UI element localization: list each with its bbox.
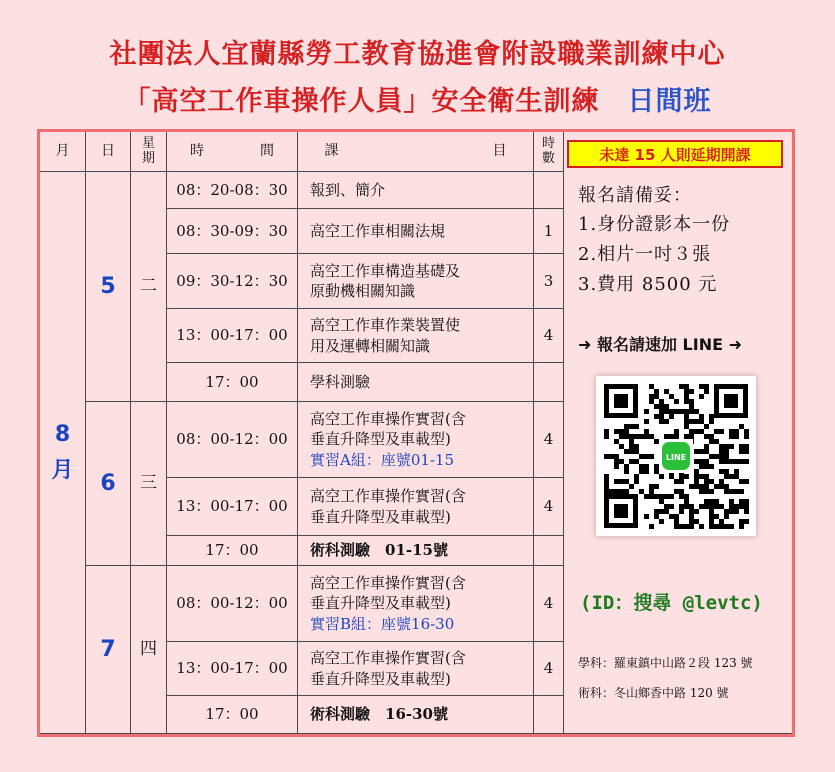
course-line: 垂直升降型及車載型) [310, 594, 451, 613]
day-5: 5 [86, 172, 131, 402]
group-note: 實習A組：座號01-15 [310, 450, 455, 469]
course-cell [298, 402, 534, 478]
line-id: (ID：搜尋 @levtc) [580, 592, 763, 614]
course-line: 垂直升降型及車載型) [310, 507, 451, 526]
hours-cell: 4 [534, 309, 564, 363]
header-time: 時 間 [167, 132, 298, 172]
hours-cell: 1 [534, 209, 564, 254]
hours-cell [534, 172, 564, 209]
course-line: 垂直升降型及車載型) [310, 430, 451, 449]
course-cell [298, 172, 534, 209]
time-cell: 13：00-17：00 [167, 642, 298, 696]
course-cell [298, 254, 534, 309]
course-line: 術科測驗 16-30號 [310, 705, 448, 724]
course-line: 高空工作車操作實習(含 [310, 487, 466, 506]
time-cell: 08：00-12：00 [167, 402, 298, 478]
hours-cell: 4 [534, 478, 564, 536]
course-title [0, 79, 835, 118]
time-cell: 17：00 [167, 363, 298, 402]
time-cell: 17：00 [167, 536, 298, 566]
hours-cell [534, 363, 564, 402]
address-practice: 術科：冬山鄉香中路 120 號 [578, 686, 729, 700]
course-line: 垂直升降型及車載型) [310, 669, 451, 688]
course-line: 高空工作車作業裝置使 [310, 316, 461, 335]
course-line: 學科測驗 [310, 372, 371, 391]
day-6: 6 [86, 402, 131, 566]
header-course: 課 目 [298, 132, 534, 172]
course-cell [298, 642, 534, 696]
notice-banner: 未達 15 人則延期開課 [567, 140, 783, 168]
time-cell: 08：20-08：30 [167, 172, 298, 209]
weekday-thu: 四 [131, 566, 167, 734]
course-cell [298, 696, 534, 734]
course-cell [298, 309, 534, 363]
time-cell: 08：00-12：00 [167, 566, 298, 642]
course-line: 原動機相關知識 [310, 282, 416, 300]
course-line: 高空工作車相關法規 [310, 221, 446, 240]
weekday-tue: 二 [131, 172, 167, 402]
registration-item: 1.身份證影本一份 [578, 214, 731, 235]
page-title: 社團法人宜蘭縣勞工教育協進會附設職業訓練中心 [109, 39, 726, 70]
time-cell: 08：30-09：30 [167, 209, 298, 254]
course-line: 高空工作車操作實習(含 [310, 649, 466, 668]
course-cell [298, 209, 534, 254]
group-note: 實習B組：座號16-30 [310, 614, 455, 633]
line-cta: ➜ 報名請速加 LINE ➜ [578, 335, 742, 354]
hours-cell [534, 536, 564, 566]
course-cell [298, 566, 534, 642]
registration-item: 3.費用 8500 元 [578, 274, 718, 295]
weekday-wed: 三 [131, 402, 167, 566]
header-weekday: 星 期 [131, 132, 167, 172]
svg-text:LINE: LINE [665, 453, 687, 462]
course-cell [298, 536, 534, 566]
course-cell [298, 478, 534, 536]
time-cell: 09：30-12：30 [167, 254, 298, 309]
line-qr-code[interactable] [596, 376, 756, 536]
course-line: 用及運轉相關知識 [310, 336, 431, 355]
course-cell [298, 363, 534, 402]
course-name: 「高空工作車操作人員」安全衛生訓練 [123, 86, 600, 117]
course-line: 高空工作車構造基礎及 [310, 261, 461, 280]
hours-cell [534, 696, 564, 734]
course-line: 高空工作車操作實習(含 [310, 574, 466, 593]
class-type: 日間班 [627, 86, 712, 117]
course-line: 術科測驗 01-15號 [310, 541, 448, 560]
hours-cell: 3 [534, 254, 564, 309]
address-theory: 學科：羅東鎮中山路２段 123 號 [578, 656, 753, 670]
month-cell: 8 月 [40, 172, 86, 734]
day-7: 7 [86, 566, 131, 734]
hours-cell: 4 [534, 642, 564, 696]
time-cell: 17：00 [167, 696, 298, 734]
header-hours: 時 數 [534, 132, 564, 172]
hours-cell: 4 [534, 566, 564, 642]
header-day: 日 [86, 132, 131, 172]
hours-cell: 4 [534, 402, 564, 478]
qr-code-icon [596, 376, 756, 536]
course-line: 高空工作車操作實習(含 [310, 410, 466, 429]
time-cell: 13：00-17：00 [167, 478, 298, 536]
registration-heading: 報名請備妥： [578, 185, 692, 206]
header-month: 月 [40, 132, 86, 172]
registration-item: 2.相片一吋３張 [578, 244, 712, 265]
time-cell: 13：00-17：00 [167, 309, 298, 363]
course-line: 報到、簡介 [310, 180, 386, 199]
